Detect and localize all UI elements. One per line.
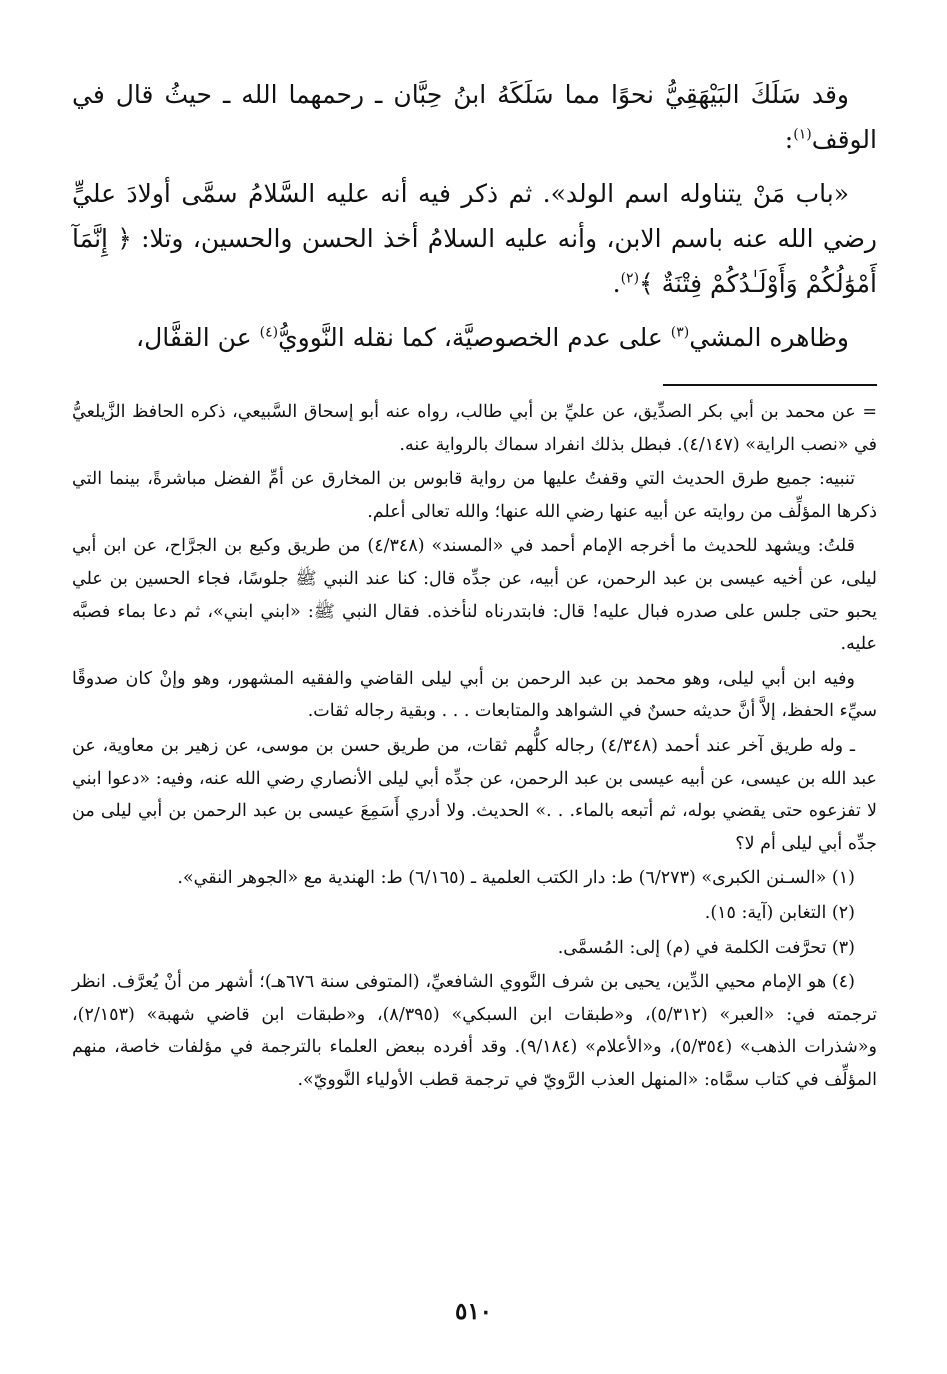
main-text: [72, 72, 877, 369]
footnote-qultu: قلتُ: ويشهد للحديث ما أخرجه الإمام أحمد في «المسند» (٤/٣٤٨) من طريق وكيع بن الجرَّاح، عن ابن أبي ليلى، عن أخيه عيسى بن عبد الرحمن، عن أبيه، عن جدِّه قال: كنا عند النبي ﷺ جلوسًا، فجاء الحسين بن علي يحبو حتى جلس على صدره فبال عليه! قال: فابتدرناه لنأخذه. فقال النبي ﷺ: «ابني ابني»، ثم دعا بماء فصبَّه عليه.: [72, 536, 877, 655]
paragraph-zahir: [72, 315, 877, 360]
footnote-continuation: = عن محمد بن أبي بكر الصدِّيق، عن عليِّ بن أبي طالب، رواه عنه أبو إسحاق السَّبيعي، ذكره الحافظ الزَّيلعيُّ في «نصب الراية» (٤/١٤٧). فبطل بذلك انفراد سماك بالرواية عنه.: [72, 402, 877, 455]
paragraph-text: وظاهره المشي: [689, 323, 849, 352]
paragraph-text: على عدم الخصوصيَّة، كما نقله النَّوويُّ: [278, 323, 671, 352]
footnote-3: (٣) تحرَّفت الكلمة في (م) إلى: المُسمَّى.: [557, 937, 855, 958]
paragraph-text: وقد سَلَكَ البَيْهَقِيُّ نحوًا مما سَلَكَهُ ابنُ حِبَّان ـ رحمهما الله ـ حيثُ قال في الوقف: [72, 80, 877, 154]
paragraph-text: عن القفَّال،: [136, 323, 260, 352]
footnote-ref-1: (١): [793, 126, 812, 143]
footnotes: [72, 396, 877, 1098]
footnote-wafihi: وفيه ابن أبي ليلى، وهو محمد بن عبد الرحمن بن أبي ليلى القاضي والفقيه المشهور، وهو وإنْ كان صدوقًا سيِّء الحفظ، إلاَّ أنَّ حديثه حسنٌ في الشواهد والمتابعات . . . وبقية رجاله ثقات.: [72, 668, 877, 722]
footnote-ref-2: (٢): [620, 270, 640, 287]
paragraph-bab: [72, 171, 877, 306]
footnote-separator: [663, 384, 877, 386]
footnote-1: (١) «السـنن الكبرى» (٦/٢٧٣) ط: دار الكتب العلمية ـ (٦/١٦٥) ط: الهندية مع «الجوهر النقي».: [177, 868, 855, 889]
paragraph-text: :: [784, 125, 794, 154]
paragraph-text: .: [612, 269, 621, 298]
paragraph-bayhaqi: [72, 72, 877, 162]
footnote-tanbih: تنبيه: جميع طرق الحديث التي وقفتُ عليها من رواية قابوس بن المخارق عن أمِّ الفضل مباشرةً، بينما التي ذكرها المؤلِّف من روايته عن أبيه عنها رضي الله عنها؛ والله تعالى أعلم.: [72, 469, 877, 522]
footnote-ref-4: (٤): [259, 324, 279, 341]
paragraph-text: «باب مَنْ يتناوله اسم الولد». ثم ذكر فيه أنه عليه السَّلامُ سمَّى أولادَ عليٍّ رضي الله عنه باسم الابن، وأنه عليه السلامُ أخذ الحسن والحسين، وتلا: ﴿ إِنَّمَآ أَمْوَٰلُكُمْ وَأَوْلَـٰدُكُمْ فِتْنَةٌ ﴾: [72, 179, 877, 298]
footnote-ref-3: (٣): [670, 324, 690, 341]
footnote-walahu: ـ وله طريق آخر عند أحمد (٤/٣٤٨) رجاله كلُّهم ثقات، من طريق حسن بن موسى، عن زهير بن معاوية، عن عبد الله بن عيسى، عن أبيه عيسى بن عبد الرحمن، عن جدِّه أبي ليلى الأنصاري رضي الله عنه، وفيه: «دعوا ابني لا تفزعوه حتى يقضي بوله، ثم أتبعه بالماء. . .» الحديث. ولا أدري أَسَمِعَ عيسى بن عبد الرحمن بن أبي ليلى من جدِّه أبي ليلى أم لا؟: [72, 735, 877, 854]
footnote-2: (٢) التغابن (آية: ١٥).: [704, 902, 855, 923]
footnote-4: (٤) هو الإمام محيي الدِّين، يحيى بن شرف النَّووي الشافعيِّ، (المتوفى سنة ٦٧٦هـ)؛ أشهر من أنْ يُعرَّف. انظر ترجمته في: «العبر» (٥/٣١٢)، و«طبقات ابن السبكي» (٨/٣٩٥)، و«طبقات ابن قاضي شهبة» (٢/١٥٣)، و«شذرات الذهب» (٥/٣٥٤)، و«الأعلام» (٩/١٨٤). وقد أفرده ببعض العلماء بالترجمة في مؤلفات خاصة، منهم المؤلِّف في كتاب سمَّاه: «المنهل العذب الرَّويّ في ترجمة قطب الأولياء النَّوويّ».: [72, 972, 878, 1090]
page-number: ٥١٠: [454, 1298, 493, 1325]
